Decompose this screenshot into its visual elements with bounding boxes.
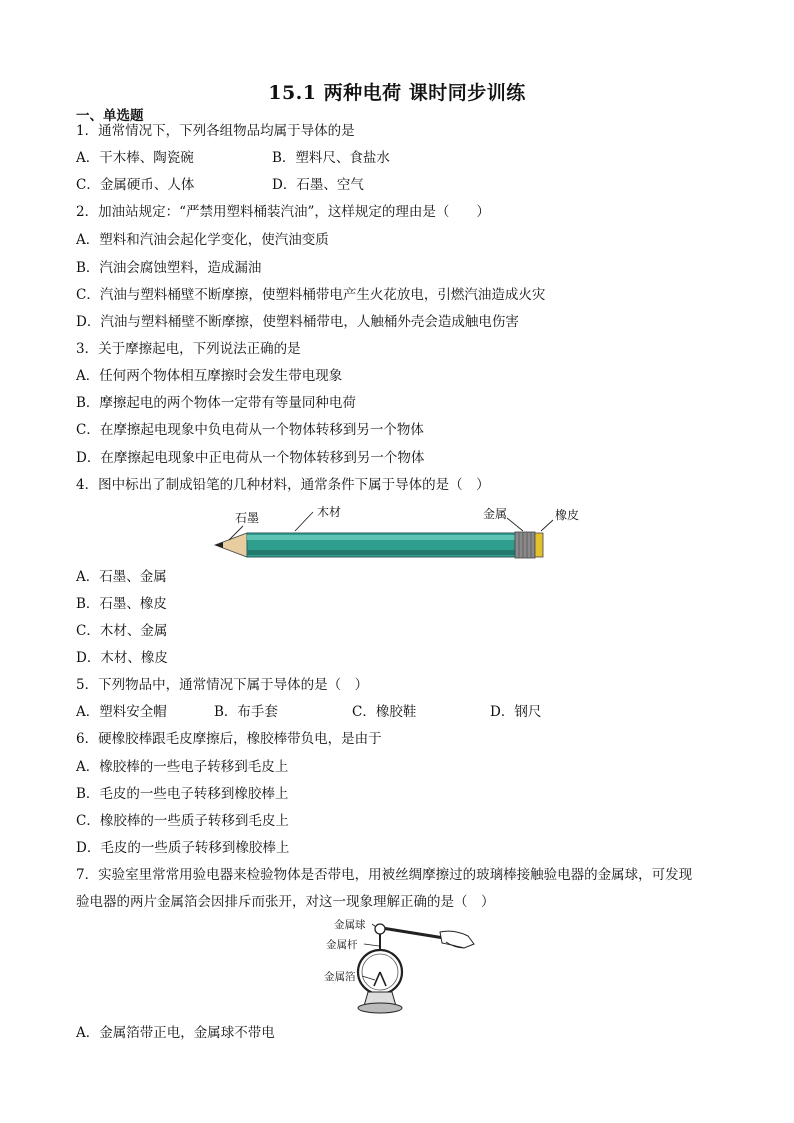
q7-option-a: A．金属箔带正电，金属球不带电	[76, 1025, 275, 1041]
q1-option-a: A．干木棒、陶瓷碗	[76, 150, 194, 166]
q3-option-a: A．任何两个物体相互摩擦时会发生带电现象	[76, 368, 343, 384]
q5-option-d: D．钢尺	[490, 704, 542, 720]
q7-stem-line2: 验电器的两片金属箔会因排斥而张开，对这一现象理解正确的是（ ）	[76, 894, 495, 910]
q6-stem: 6．硬橡胶棒跟毛皮摩擦后，橡胶棒带负电，是由于	[76, 731, 382, 747]
q1-option-b: B．塑料尺、食盐水	[272, 150, 390, 166]
q5-option-c: C．橡胶鞋	[352, 704, 417, 720]
q6-option-b: B．毛皮的一些电子转移到橡胶棒上	[76, 786, 289, 802]
q2-option-c: C．汽油与塑料桶壁不断摩擦，使塑料桶带电产生火花放电，引燃汽油造成火灾	[76, 287, 546, 303]
q3-option-b: B．摩擦起电的两个物体一定带有等量同种电荷	[76, 395, 356, 411]
electroscope-label-ball: 金属球	[334, 919, 366, 931]
q5-option-a: A．塑料安全帽	[76, 704, 167, 720]
q2-option-b: B．汽油会腐蚀塑料，造成漏油	[76, 260, 262, 276]
q7-stem-line1: 7．实验室里常常用验电器来检验物体是否带电，用被丝绸摩擦过的玻璃棒接触验电器的金属球，可发现	[76, 867, 693, 883]
q4-option-d: D．木材、橡皮	[76, 650, 168, 666]
electroscope-label-rod: 金属杆	[326, 939, 358, 951]
q6-option-c: C．橡胶棒的一些质子转移到毛皮上	[76, 813, 289, 829]
electroscope-figure	[318, 914, 478, 1018]
q6-option-d: D．毛皮的一些质子转移到橡胶棒上	[76, 840, 290, 856]
q2-stem: 2．加油站规定：“严禁用塑料桶装汽油”，这样规定的理由是（ ）	[76, 204, 490, 220]
q1-option-c: C．金属硬币、人体	[76, 177, 195, 193]
q4-stem: 4．图中标出了制成铅笔的几种材料，通常条件下属于导体的是（ ）	[76, 477, 490, 493]
q3-stem: 3．关于摩擦起电，下列说法正确的是	[76, 341, 301, 357]
q3-option-c: C．在摩擦起电现象中负电荷从一个物体转移到另一个物体	[76, 422, 424, 438]
electroscope-label-foil: 金属箔	[324, 971, 356, 983]
q4-option-a: A．石墨、金属	[76, 569, 167, 585]
q3-option-d: D．在摩擦起电现象中正电荷从一个物体转移到另一个物体	[76, 450, 425, 466]
pencil-label-metal: 金属	[483, 507, 508, 521]
pencil-label-graphite: 石墨	[235, 511, 260, 525]
pencil-label-wood: 木材	[317, 505, 342, 519]
pencil-label-eraser: 橡皮	[555, 508, 580, 522]
q5-stem: 5．下列物品中，通常情况下属于导体的是（ ）	[76, 677, 369, 693]
section-heading: 一、单选题	[76, 108, 144, 124]
q4-option-c: C．木材、金属	[76, 623, 168, 639]
q2-option-d: D．汽油与塑料桶壁不断摩擦，使塑料桶带电，人触桶外壳会造成触电伤害	[76, 314, 519, 330]
q5-option-b: B．布手套	[214, 704, 278, 720]
page-title: 15.1 两种电荷 课时同步训练	[268, 82, 526, 104]
q6-option-a: A．橡胶棒的一些电子转移到毛皮上	[76, 759, 289, 775]
q1-stem: 1．通常情况下，下列各组物品均属于导体的是	[76, 123, 355, 139]
pencil-figure	[205, 500, 615, 564]
q4-option-b: B．石墨、橡皮	[76, 596, 167, 612]
q1-option-d: D．石墨、空气	[272, 177, 364, 193]
q2-option-a: A．塑料和汽油会起化学变化，使汽油变质	[76, 232, 329, 248]
